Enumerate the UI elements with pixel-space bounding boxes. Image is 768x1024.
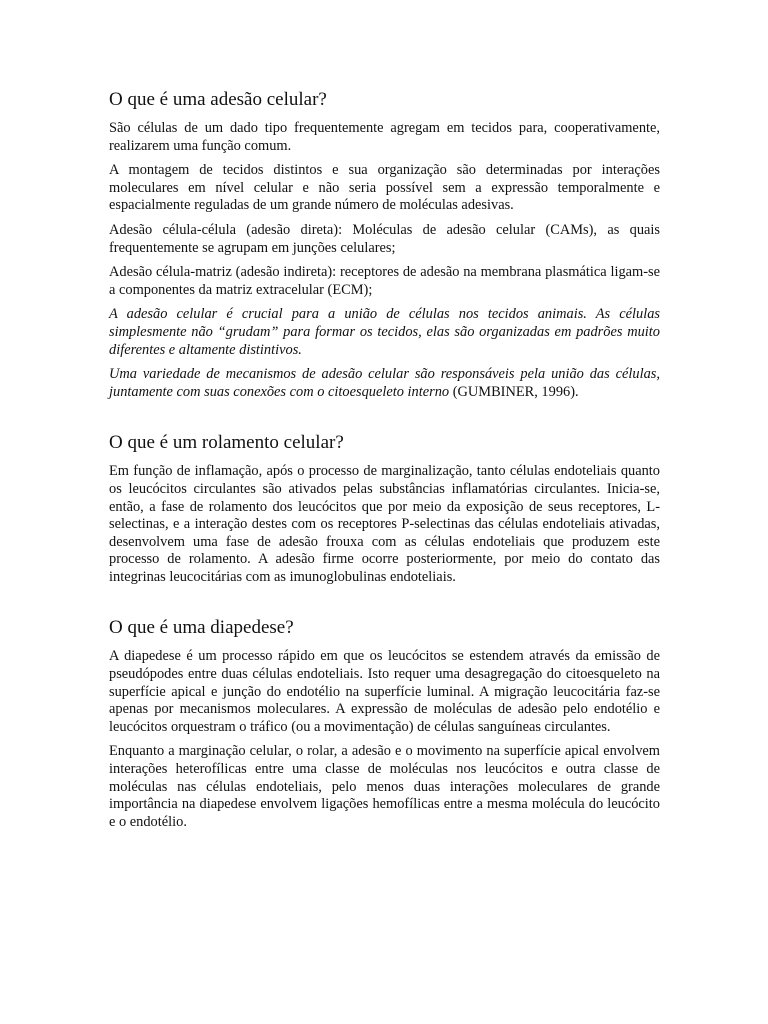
section-heading: O que é um rolamento celular?: [109, 432, 344, 454]
paragraph: Adesão célula-célula (adesão direta): Moléculas de adesão celular (CAMs), as quais frequentemente se agrupam em junções celulares;: [109, 221, 660, 256]
section-diapedesis: [109, 616, 660, 831]
italic-text: Uma variedade de mecanismos de adesão celular são responsáveis pela união das células, juntamente com suas conexões com o citoesqueleto interno: [109, 366, 660, 400]
paragraph: Em função de inflamação, após o processo de marginalização, tanto células endoteliais quanto os leucócitos circulantes são ativados pelas substâncias inflamatórias circulantes. Inicia-se, então, a fase de rolamento dos leucócitos que por meio da exposição de seus receptores, L-selectinas, e a interação destes com os receptores P-selectinas das células endoteliais ativadas, desenvolvem uma fase de adesão frouxa com as células endoteliais que produzem este processo de rolamento. A adesão firme ocorre posteriormente, por meio do contato das integrinas leucocitárias com as imunoglobulinas endoteliais.: [109, 463, 660, 585]
section-cell-rolling: [109, 431, 660, 586]
paragraph-with-citation: [109, 366, 660, 401]
paragraph: A diapedese é um processo rápido em que os leucócitos se estendem através da emissão de pseudópodes entre duas células endoteliais. Isto requer uma desagregação do citoesqueleto na superfície apical e junção do endotélio na superfície luminal. A migração leucocitária faz-se apenas por mecanismos moleculares. A expressão de moléculas de adesão pelo endotélio e leucócitos orquestram o tráfico (ou a movimentação) de células sanguíneas circulantes.: [109, 648, 660, 735]
paragraph: Enquanto a marginação celular, o rolar, a adesão e o movimento na superfície apical envolvem interações heterofílicas entre uma classe de moléculas nos leucócitos e outra classe de moléculas nas células endoteliais, pelo menos duas interações moleculares de grande importância na diapedese envolvem ligações hemofílicas entre a mesma molécula do leucócito e o endotélio.: [109, 743, 660, 830]
document-page: [109, 88, 660, 861]
paragraph: A montagem de tecidos distintos e sua organização são determinadas por interações moleculares em nível celular e não seria possível sem a expressão temporalmente e espacialmente reguladas de um grande número de moléculas adesivas.: [109, 162, 660, 214]
section-cell-adhesion: [109, 88, 660, 401]
section-heading: O que é uma diapedese?: [109, 617, 294, 639]
citation: (GUMBINER, 1996).: [449, 383, 579, 400]
paragraph: Adesão célula-matriz (adesão indireta): receptores de adesão na membrana plasmática ligam-se a componentes da matriz extracelular (ECM);: [109, 264, 660, 298]
paragraph: São células de um dado tipo frequentemente agregam em tecidos para, cooperativamente, realizarem uma função comum.: [109, 120, 660, 154]
section-heading: O que é uma adesão celular?: [109, 89, 327, 110]
italic-paragraph: A adesão celular é crucial para a união de células nos tecidos animais. As células simplesmente não “grudam” para formar os tecidos, elas são organizadas em padrões muito diferentes e altamente distintivos.: [109, 306, 660, 358]
